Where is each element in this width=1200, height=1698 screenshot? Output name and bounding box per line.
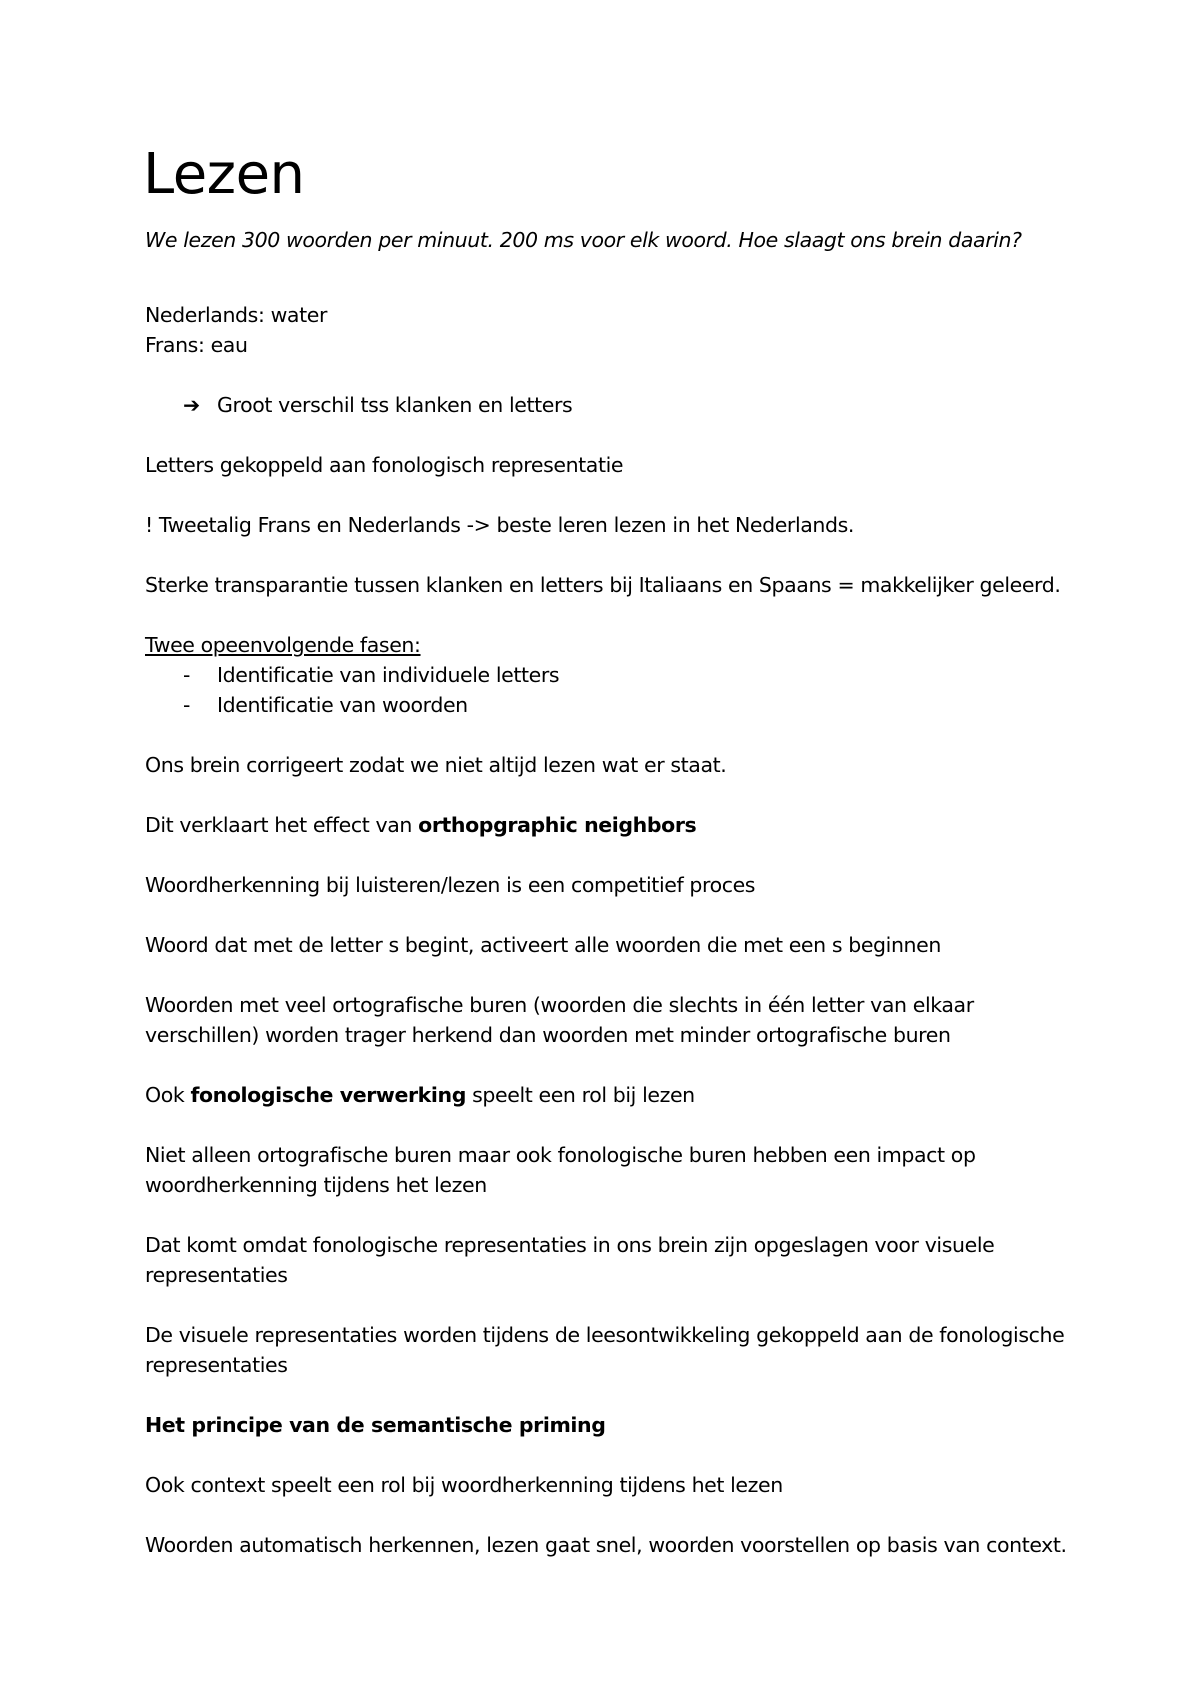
paragraph-letters: Letters gekoppeld aan fonologisch representatie — [145, 453, 624, 477]
paragraph-tweetalig: ! Tweetalig Frans en Nederlands -> beste leren lezen in het Nederlands. — [145, 513, 855, 537]
paragraph-verklaart-text: Dit verklaart het effect van — [145, 813, 419, 837]
paragraph-visuele-line2: representaties — [145, 1353, 288, 1377]
heading-semantische-priming: Het principe van de semantische priming — [145, 1413, 606, 1437]
term-fonologische-verwerking: fonologische verwerking — [190, 1083, 467, 1107]
arrow-right-icon: ➔ — [183, 393, 200, 417]
paragraph-letter-s: Woord dat met de letter s begint, activeert alle woorden die met een s beginnen — [145, 933, 941, 957]
list-item — [183, 690, 468, 720]
paragraph-buren-line2: verschillen) worden trager herkend dan woorden met minder ortografische buren — [145, 1023, 951, 1047]
paragraph-buren-line1: Woorden met veel ortografische buren (woorden die slechts in één letter van elkaar — [145, 993, 974, 1017]
list-item-text: Identificatie van woorden — [217, 693, 468, 717]
list-item-text: Identificatie van individuele letters — [217, 663, 560, 687]
paragraph-fonologisch — [145, 1080, 1085, 1110]
language-line-fr: Frans: eau — [145, 333, 248, 357]
paragraph-corrigeert: Ons brein corrigeert zodat we niet altijd lezen wat er staat. — [145, 753, 727, 777]
arrow-bullet-item — [183, 390, 572, 420]
paragraph-niet-alleen-line2: woordherkenning tijdens het lezen — [145, 1173, 487, 1197]
language-line-nl: Nederlands: water — [145, 303, 327, 327]
phases-heading: Twee opeenvolgende fasen: — [145, 633, 421, 657]
paragraph-transparantie: Sterke transparantie tussen klanken en letters bij Italiaans en Spaans = makkelijker geleerd. — [145, 573, 1061, 597]
list-item — [183, 660, 559, 690]
paragraph-verklaart — [145, 810, 1085, 840]
paragraph-context: Ook context speelt een rol bij woordherkenning tijdens het lezen — [145, 1473, 783, 1497]
paragraph-visuele-line1: De visuele representaties worden tijdens de leesontwikkeling gekoppeld aan de fonologische — [145, 1323, 1065, 1347]
paragraph-fonologisch-after: speelt een rol bij lezen — [466, 1083, 695, 1107]
page-title: Lezen — [143, 142, 305, 207]
intro-paragraph: We lezen 300 woorden per minuut. 200 ms voor elk woord. Hoe slaagt ons brein daarin? — [145, 228, 1022, 252]
paragraph-niet-alleen-line1: Niet alleen ortografische buren maar ook fonologische buren hebben een impact op — [145, 1143, 976, 1167]
paragraph-fonologisch-before: Ook — [145, 1083, 191, 1107]
list-dash: - — [183, 693, 190, 717]
paragraph-dat-komt-line2: representaties — [145, 1263, 288, 1287]
list-dash: - — [183, 663, 190, 687]
paragraph-automatisch: Woorden automatisch herkennen, lezen gaat snel, woorden voorstellen op basis van context. — [145, 1533, 1067, 1557]
term-orthographic-neighbors: orthopgraphic neighbors — [418, 813, 697, 837]
arrow-bullet-text: Groot verschil tss klanken en letters — [217, 393, 573, 417]
paragraph-competitief: Woordherkenning bij luisteren/lezen is een competitief proces — [145, 873, 756, 897]
paragraph-dat-komt-line1: Dat komt omdat fonologische representaties in ons brein zijn opgeslagen voor visuele — [145, 1233, 995, 1257]
